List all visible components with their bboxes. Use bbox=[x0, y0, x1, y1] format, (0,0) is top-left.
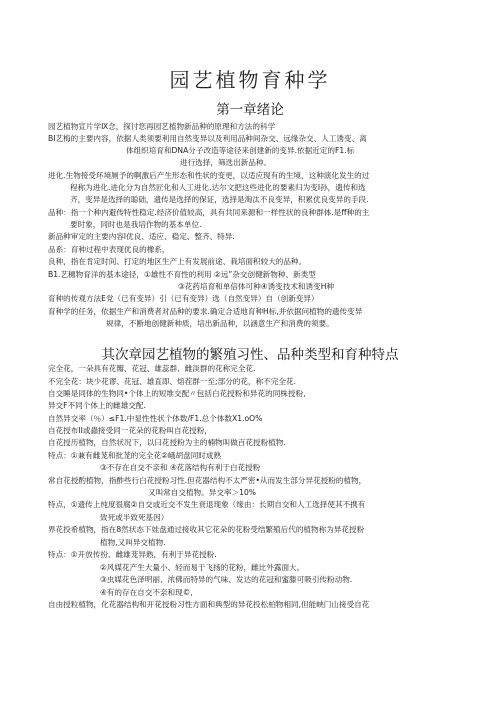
chapter1-line: 进行选择，筛选出新品种。 bbox=[180, 158, 272, 167]
chapter1-line: 规律，不断地创健新种质，培出新品种，以涵意生产和消费的须要。 bbox=[106, 319, 334, 328]
chapter1-line: 齐，变异是选择的聪础，遗传是选择的保证，选择是淘汰不良变异，积累优良变异的手段. bbox=[70, 195, 369, 204]
chapter2-line: 特点：①兼有雌茏和批茏的完全花②峨胡盘同时成熟 bbox=[48, 451, 222, 460]
chapter2-line: 自然异交率（％）≤F1.中显性性状个体数/F1.总个体数X1.oO% bbox=[48, 414, 263, 423]
chapter2-line: 自交睡是同体的生物同•个体上的短堆交配〃包括白花授粉和异花的同株授粉, bbox=[48, 389, 306, 398]
chapter1-line: 园艺植物宣片学Ⅸ念，探讨您再园艺植物新品种的原理和方法的科学 bbox=[48, 122, 276, 131]
chapter1-line: BI艺梅的主要内容，依据人类须要利用自然变异以及利用品种间杂交、远缘杂交、人工诱变、离 bbox=[48, 134, 367, 143]
chapter1-line: 育种学的任务，依据生产和消费者对品种的要求.确定合适地育种H标,并依据问植物的遗传变异 bbox=[48, 307, 363, 316]
chapter1-line: 体组织培育和DNA分子改造等途径来创建新的变异.依据近定的F1.标 bbox=[126, 146, 355, 155]
chapter1-line: 进化.生物接受环境厕予的啊激后产生形态和性状的变更，以适应现有的生境，这种演化发生的过 bbox=[48, 171, 370, 180]
chapter2-line: 异交F不同个体上的雌雄交配. bbox=[48, 401, 146, 410]
chapter2-line: ②风媒花产生大量小、轻而易于飞扬的花粉，雌比外露面大。 bbox=[100, 563, 305, 572]
chapter2-line: 致死或半致死基因） bbox=[100, 513, 169, 522]
chapter2-line: ④有的存在自交不亲和现©, bbox=[100, 588, 193, 597]
chapter2-line: 自由授粒植物，化花器结构和开花授粉习性方面和典型的异花投松柏物相同,但能峡门山接受自花 bbox=[48, 600, 370, 609]
chapter2-line: 完全花，一朵具有花瓣、花冠、雄蕊群、雌淡群的花称完全花. bbox=[48, 364, 256, 373]
chapter2-line: 不完全花：块少花谬、花冠、雄直即、熔茬群一至;部分的花，称不完全花. bbox=[48, 377, 296, 386]
chapter1-heading: 第一章绪论 bbox=[216, 102, 284, 118]
chapter1-line: 良种，指在肯定时间、打定的地区生产上有发展前途、栽培面积较大的品种。 bbox=[48, 257, 307, 266]
document-title: 园艺植物育种学 bbox=[169, 68, 331, 92]
chapter2-line: 常自花授酌植物，指酢些行白花授粉习性.但花器结构不太严密•从而发生部分异花授粉的植物， bbox=[48, 476, 367, 485]
chapter2-heading: 其次章园艺植物的繁殖习性、品种类型和育种特点 bbox=[101, 347, 399, 363]
chapter1-line: 品系：育种过程中表现优良的橡系， bbox=[48, 245, 170, 254]
chapter2-line: ③不存在自交不亲和 ④花落结构有利于白花授粉 bbox=[100, 463, 261, 472]
chapter1-line: ③花药培育和单倍体可种④诱变技术和诱变H种 bbox=[178, 282, 335, 291]
chapter1-line: 育种的传观方法E党（已有变异）引（已有变异）选（自然变异）自（创新变异） bbox=[48, 294, 319, 303]
chapter2-line: 界花投希植物，指在8然状态下娃盘通过接收其它花朵的花粉受结繁殖后代的植物称为异花授粉 bbox=[48, 525, 365, 534]
chapter1-line: 新品种审定的主要内容l优良、适应、稳定、整齐、特异. bbox=[48, 232, 235, 241]
chapter2-line: 自花授历植物，自然状况下，以曰花授粉为主的楠物叫做百花授粉植物. bbox=[48, 438, 286, 447]
chapter2-line: ③虫媒花色泽明丽、浓佛而特异的气味、发达的花冠和蜜滕可吸引传粉动物. bbox=[100, 575, 353, 584]
chapter1-line: 要时象，同时也是我培作物的基本单位. bbox=[70, 220, 202, 229]
chapter1-line: 程称为进化.进化分为自然匠化和人工进化.达尔文把这些进化的要素归为变Ⅰ孙，遗传和选 bbox=[70, 183, 366, 192]
chapter2-line: 特点：①开放传扮、雌雄茏异熟，有利于异花授粉. bbox=[48, 550, 217, 559]
chapter1-line: 品种：指一个种内避传特性稳定.经济价值较高，具有共同来源和一样性状的良种群体.是ff种的主 bbox=[48, 208, 370, 217]
chapter2-line: 又叫常自交植物。异交率＞10% bbox=[148, 488, 257, 497]
chapter2-line: 植物,又叫异交植物. bbox=[100, 538, 166, 547]
chapter1-line: B1.艺穗物育洋的基本途径，①雄性不育性的利用 ②远”杂交创健新物种、新类型 bbox=[48, 270, 316, 279]
chapter2-line: 自花授布II或蟲接受同一花朵的花粉叫自花授粉， bbox=[48, 426, 212, 435]
chapter2-line: 特点，①遗传上纯度很腐②自交或近交不发生衰退现象（缘由：长期自交和人工选择使其不携有 bbox=[48, 500, 366, 509]
